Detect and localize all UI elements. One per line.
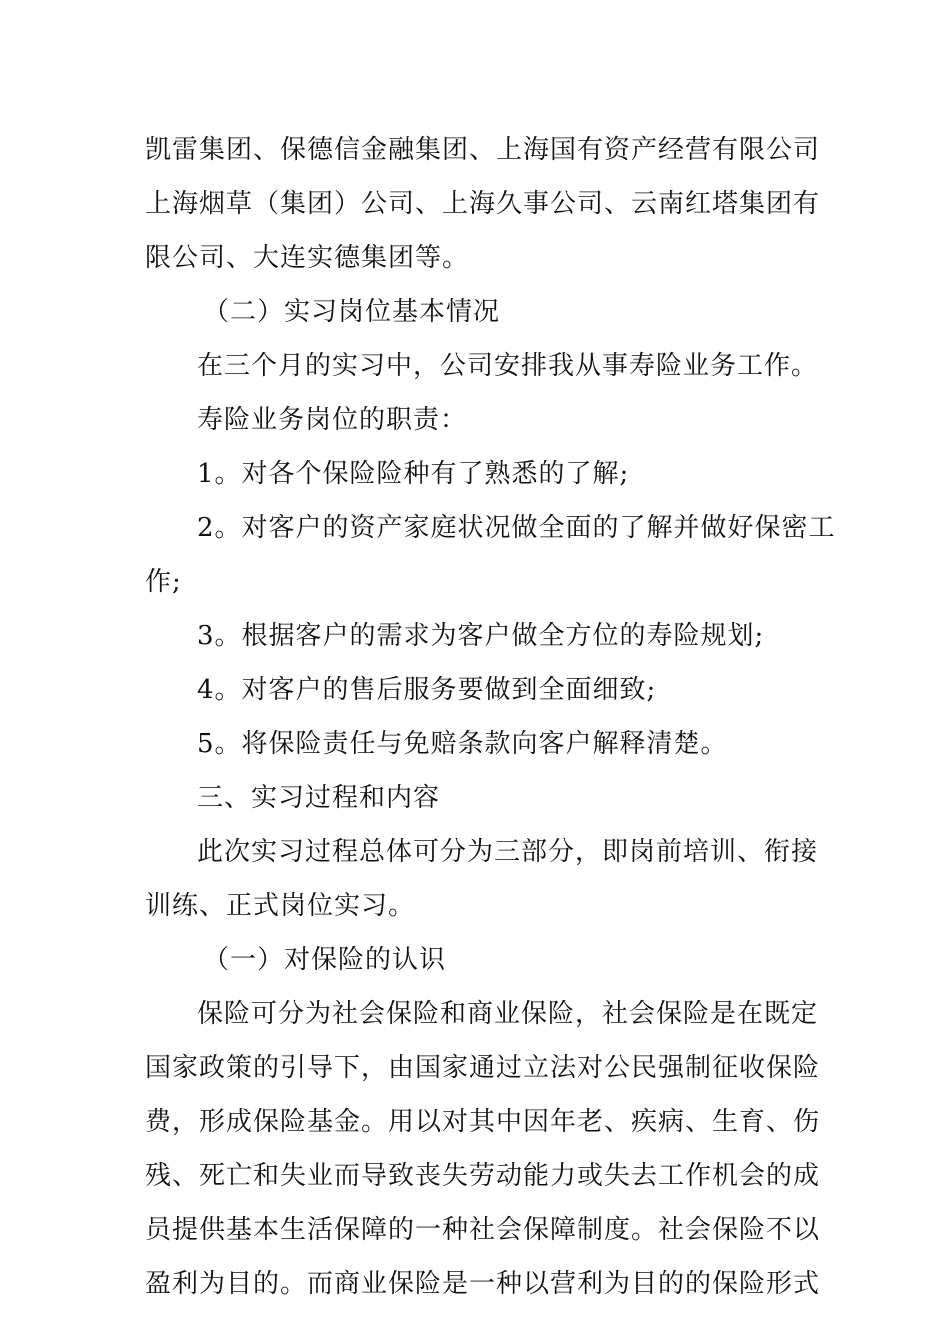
- section-heading: 三、实习过程和内容: [197, 783, 441, 813]
- document-body: [145, 123, 836, 1311]
- list-item: 2。对客户的资产家庭状况做全面的了解并做好保密工: [197, 513, 836, 543]
- list-item: 4。对客户的售后服务要做到全面细致;: [197, 675, 657, 705]
- paragraph-line: 员提供基本生活保障的一种社会保障制度。社会保险不以: [145, 1215, 821, 1245]
- paragraph-line: 凯雷集团、保德信金融集团、上海国有资产经营有限公司: [145, 135, 821, 165]
- section-heading: （二）实习岗位基本情况: [203, 297, 501, 327]
- paragraph-line: 费，形成保险基金。用以对其中因年老、疾病、生育、伤: [145, 1107, 821, 1137]
- paragraph-line: 国家政策的引导下，由国家通过立法对公民强制征收保险: [145, 1053, 821, 1083]
- paragraph-line: 训练、正式岗位实习。: [145, 891, 416, 921]
- list-item: 5。将保险责任与免赔条款向客户解释清楚。: [197, 729, 728, 759]
- list-item: 3。根据客户的需求为客户做全方位的寿险规划;: [197, 621, 765, 651]
- list-item: 1。对各个保险险种有了熟悉的了解;: [197, 459, 630, 489]
- paragraph-line: 上海烟草（集团）公司、上海久事公司、云南红塔集团有: [145, 189, 821, 219]
- paragraph-line: 保险可分为社会保险和商业保险，社会保险是在既定: [197, 999, 819, 1029]
- list-item-continuation: 作;: [145, 567, 182, 597]
- paragraph-line: 在三个月的实习中，公司安排我从事寿险业务工作。: [197, 351, 819, 381]
- paragraph-line: 限公司、大连实德集团等。: [145, 243, 470, 273]
- paragraph-line: 残、死亡和失业而导致丧失劳动能力或失去工作机会的成: [145, 1161, 821, 1191]
- paragraph-line: 盈利为目的。而商业保险是一种以营利为目的的保险形式: [145, 1269, 821, 1299]
- section-heading: （一）对保险的认识: [203, 945, 447, 975]
- paragraph-line: 此次实习过程总体可分为三部分，即岗前培训、衔接: [197, 837, 819, 867]
- paragraph-line: 寿险业务岗位的职责：: [197, 405, 468, 435]
